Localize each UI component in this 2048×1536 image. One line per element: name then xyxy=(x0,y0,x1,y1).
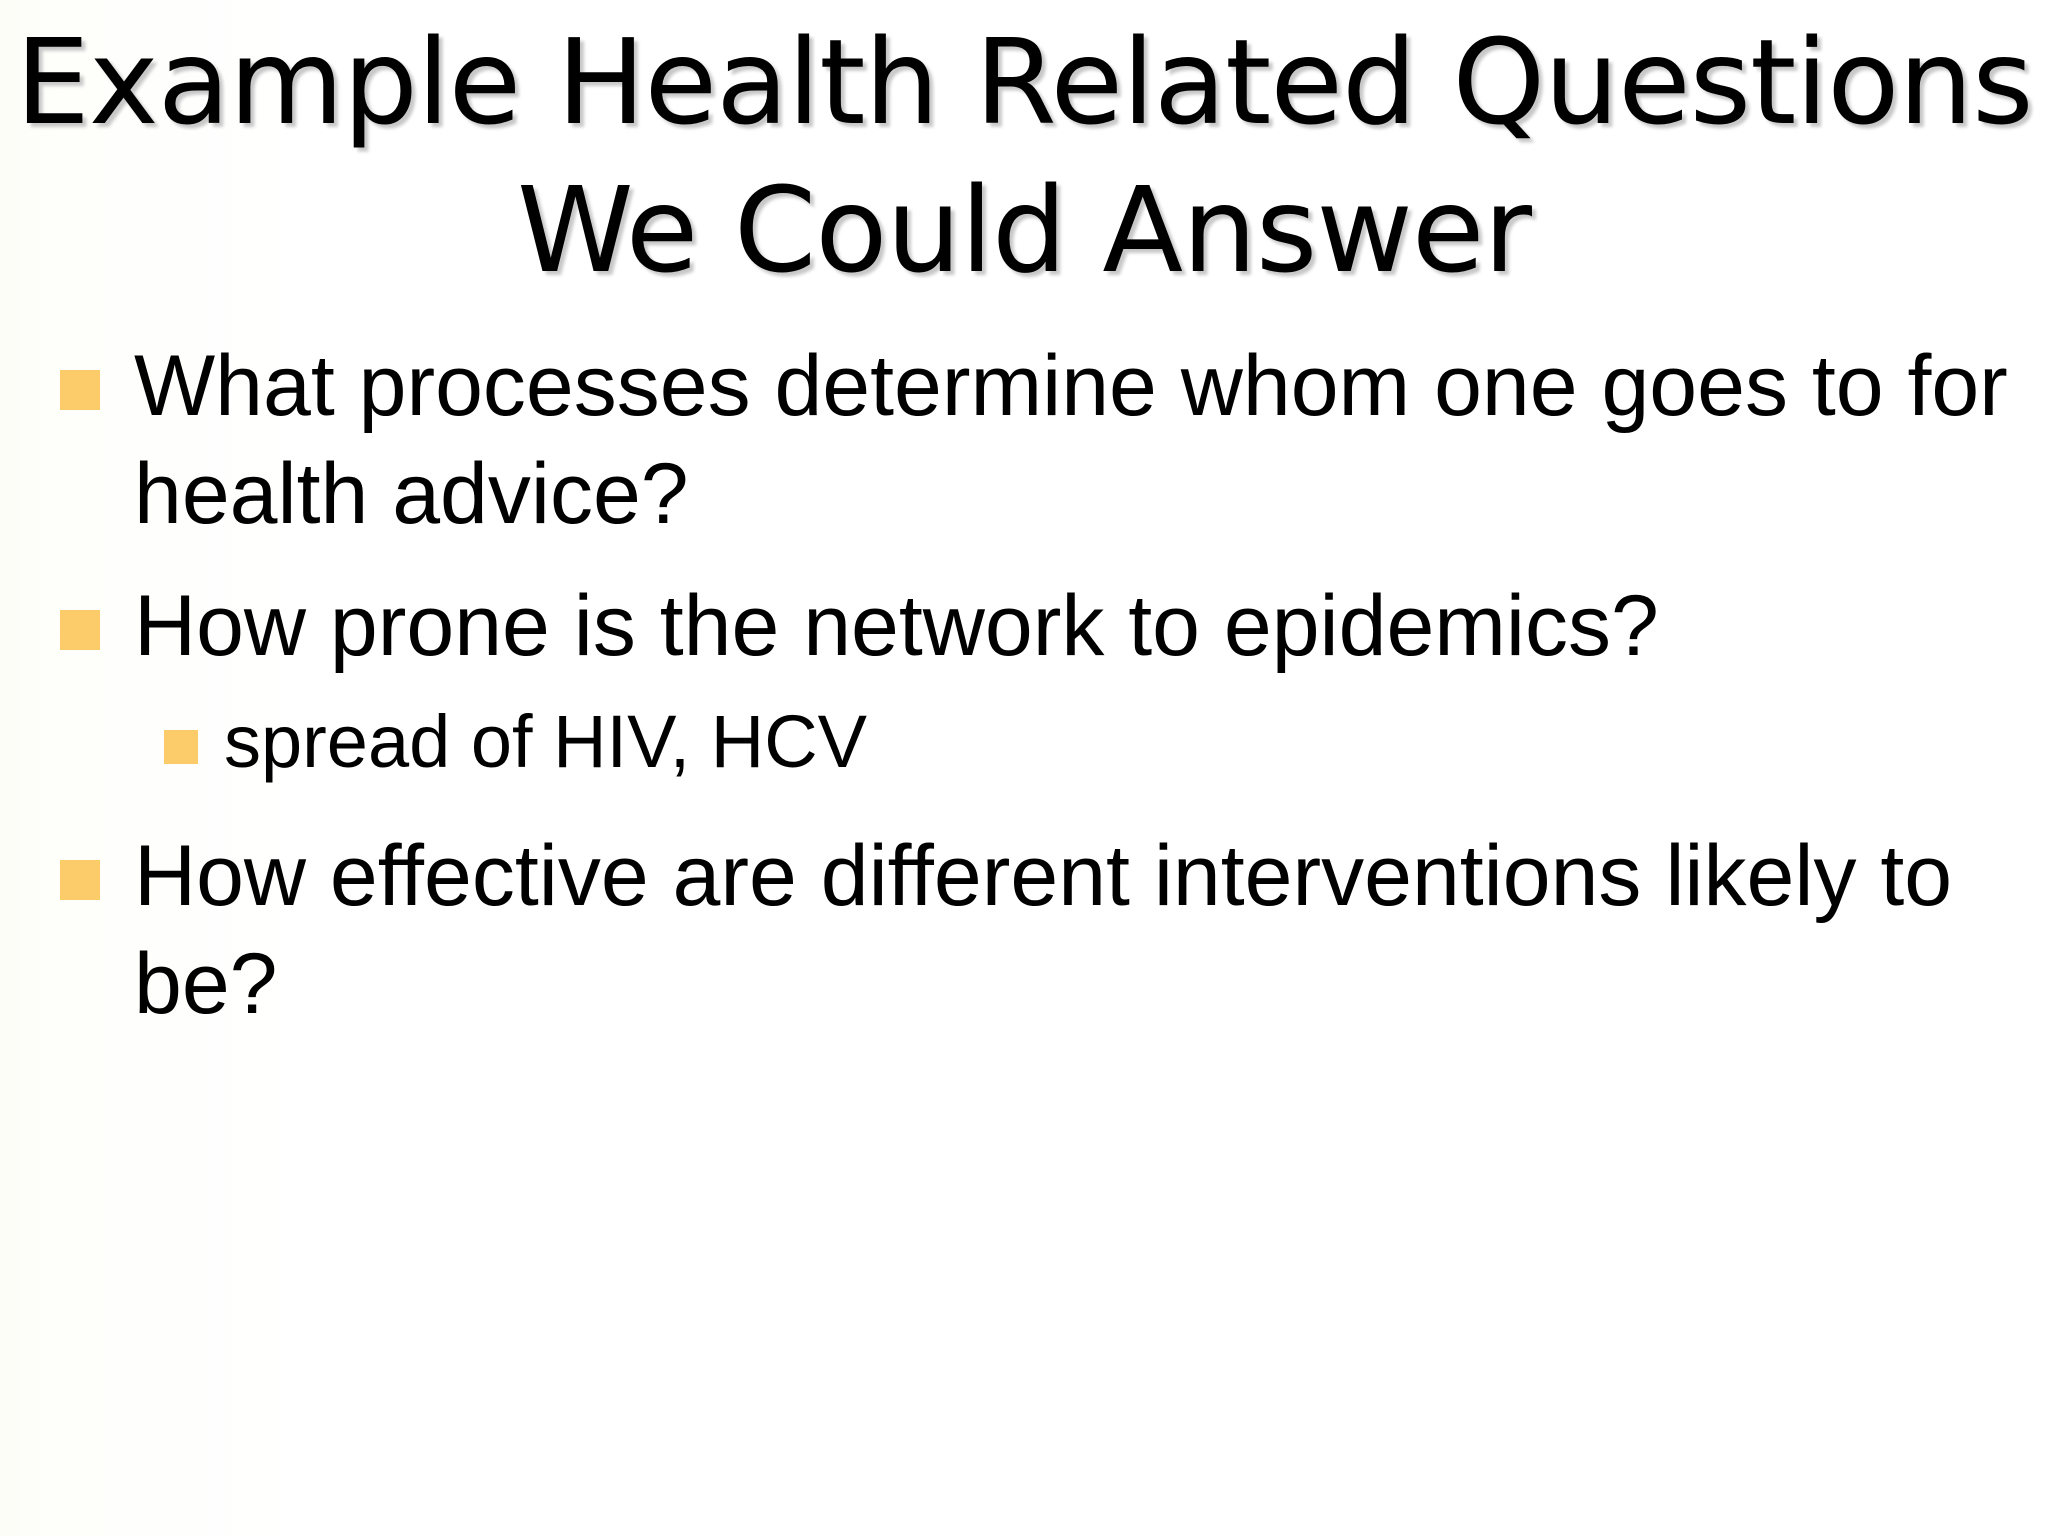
square-bullet-icon xyxy=(60,860,100,900)
sub-bullet-item xyxy=(224,696,1924,788)
bullet-text: What processes determine whom one goes to for health advice? xyxy=(134,338,2008,542)
square-bullet-icon xyxy=(164,730,198,764)
title-line-2: We Could Answer xyxy=(516,161,1532,299)
square-bullet-icon xyxy=(60,610,100,650)
title-line-1: Example Health Related Questions xyxy=(15,13,2033,151)
bullet-item xyxy=(134,822,2014,1038)
bullet-text: How prone is the network to epidemics? xyxy=(134,578,1659,674)
bullet-item xyxy=(134,332,2014,548)
bullet-text: How effective are different interventions likely to be? xyxy=(134,828,1953,1032)
bullet-item xyxy=(134,572,2014,680)
sub-bullet-text: spread of HIV, HCV xyxy=(224,700,868,783)
square-bullet-icon xyxy=(60,370,100,410)
